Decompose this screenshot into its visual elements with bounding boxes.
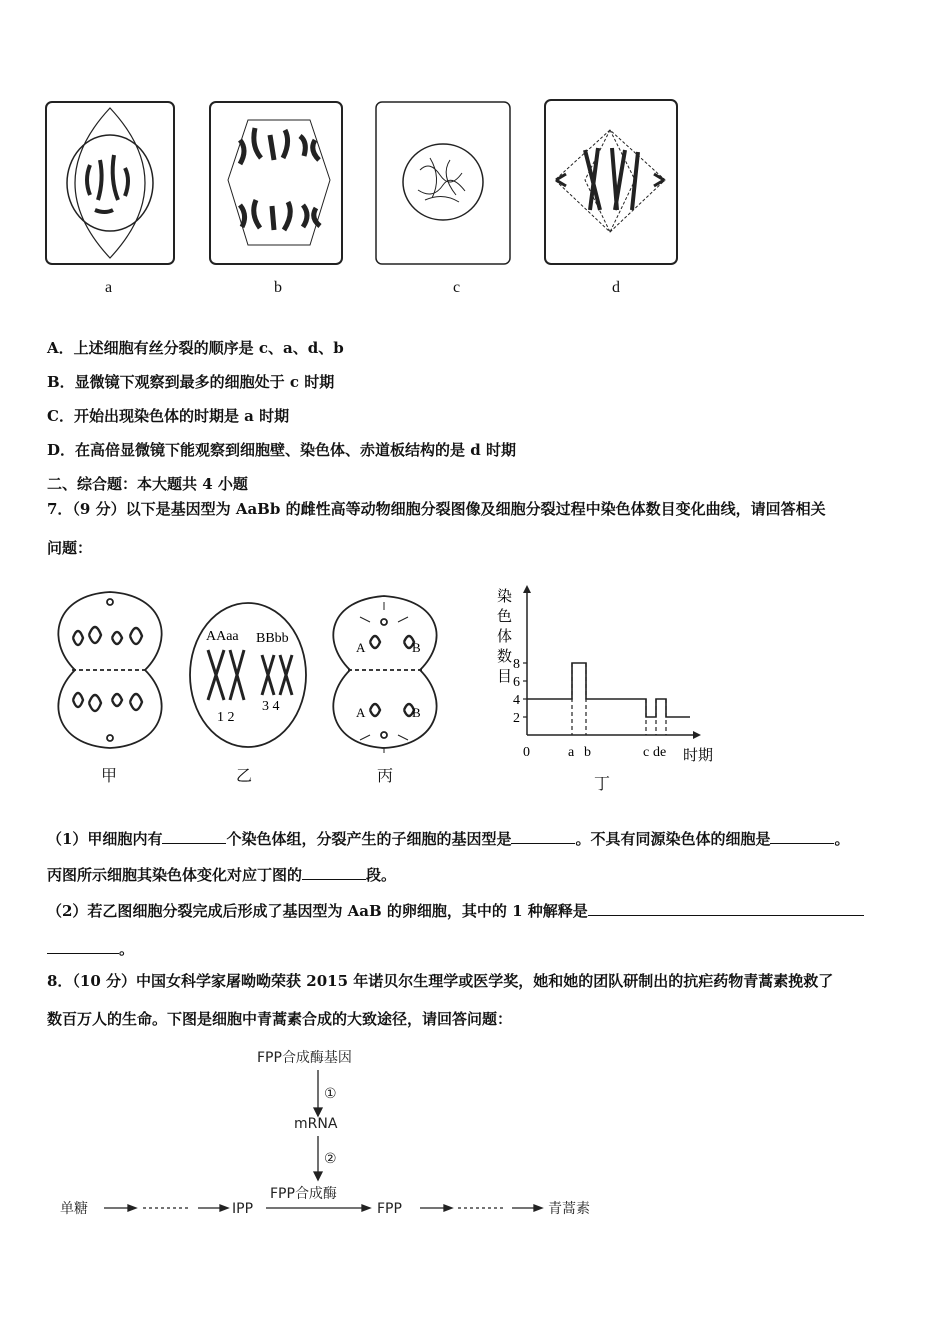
pathway-mrna: mRNA bbox=[294, 1116, 338, 1132]
cell-jia-drawing bbox=[58, 592, 161, 748]
pathway-diagram bbox=[0, 1040, 950, 1240]
q7-sub1-e: 丙图所示细胞其染色体变化对应丁图的 bbox=[47, 866, 303, 884]
cell-c-drawing bbox=[376, 102, 510, 264]
cell-a-drawing bbox=[46, 102, 174, 264]
ding-y-label-char-2: 体 bbox=[497, 627, 513, 645]
cell-label-a: a bbox=[105, 279, 113, 296]
blank-2[interactable] bbox=[511, 828, 575, 844]
ding-xtick-label-1: a bbox=[568, 745, 575, 760]
label-jia: 甲 bbox=[101, 768, 118, 785]
bing-top-a: A bbox=[356, 640, 366, 655]
q8-stem-line1: 8．（10 分）中国女科学家屠呦呦荣获 2015 年诺贝尔生理学或医学奖，她和她的团队研制出的抗疟药物青蒿素挽救了 bbox=[47, 972, 834, 990]
label-yi: 乙 bbox=[236, 768, 253, 785]
blank-4[interactable] bbox=[302, 864, 366, 880]
ding-y-label-char-1: 色 bbox=[497, 607, 513, 625]
q7-sub2-line2 bbox=[47, 938, 134, 959]
bing-bottom-a: A bbox=[356, 705, 366, 720]
pathway-step2: ② bbox=[324, 1151, 337, 1167]
pathway-node-artemisinin: 青蒿素 bbox=[548, 1201, 590, 1217]
cell-d-drawing bbox=[545, 100, 677, 264]
blank-6[interactable] bbox=[47, 938, 119, 954]
yi-top-b: BBbb bbox=[256, 631, 289, 646]
blank-3[interactable] bbox=[770, 828, 834, 844]
q7-sub2-a: （2）若乙图细胞分裂完成后形成了基因型为 AaB 的卵细胞，其中的 1 种解释是 bbox=[47, 902, 588, 920]
ding-xtick-label-4: de bbox=[653, 745, 667, 760]
ding-y-label-char-3: 数 bbox=[497, 647, 513, 665]
q7-sub2-b: 。 bbox=[119, 940, 135, 958]
q7-sub1-line2 bbox=[47, 864, 396, 885]
q7-sub2-line1 bbox=[47, 900, 864, 921]
ding-x-arrow bbox=[693, 731, 701, 739]
yi-bottom-34: 3 4 bbox=[262, 699, 280, 714]
q7-stem-line1: 7．（9 分）以下是基因型为 AaBb 的雌性高等动物细胞分裂图像及细胞分裂过程中染色体数目变化曲线，请回答相关 bbox=[47, 500, 826, 518]
ding-xtick-label-3: c bbox=[643, 745, 650, 760]
option-b: B．显微镜下观察到最多的细胞处于 c 时期 bbox=[47, 373, 335, 391]
q7-figures bbox=[0, 580, 950, 800]
cell-b-drawing bbox=[210, 102, 342, 264]
ding-y-label-char-0: 染 bbox=[497, 587, 513, 605]
label-ding: 丁 bbox=[594, 776, 611, 793]
ding-ytick-label-8: 8 bbox=[513, 657, 520, 672]
q7-sub1-f: 段。 bbox=[366, 866, 397, 884]
cell-yi-drawing bbox=[190, 603, 306, 747]
ding-xtick-label-2: b bbox=[584, 745, 591, 760]
yi-bottom-12: 1 2 bbox=[217, 710, 235, 725]
q7-sub1-c: 。不具有同源染色体的细胞是 bbox=[575, 830, 771, 848]
bing-bottom-b: B bbox=[412, 705, 421, 720]
cell-label-c: c bbox=[453, 279, 461, 296]
pathway-node-ipp: IPP bbox=[232, 1201, 254, 1217]
section-heading: 二、综合题：本大题共 4 小题 bbox=[47, 475, 248, 493]
mitosis-cells-figure bbox=[0, 0, 950, 310]
q7-sub1-a: （1）甲细胞内有 bbox=[47, 830, 163, 848]
cell-bing-drawing bbox=[333, 596, 436, 753]
option-d: D．在高倍显微镜下能观察到细胞壁、染色体、赤道板结构的是 d 时期 bbox=[47, 441, 516, 459]
pathway-node-fpp: FPP bbox=[377, 1201, 402, 1217]
q7-stem-line2: 问题： bbox=[47, 539, 93, 557]
cell-label-d: d bbox=[612, 279, 620, 296]
option-c: C．开始出现染色体的时期是 a 时期 bbox=[47, 407, 290, 425]
ding-y-label-char-4: 目 bbox=[497, 667, 513, 685]
blank-1[interactable] bbox=[162, 828, 226, 844]
label-bing: 丙 bbox=[377, 768, 394, 785]
pathway-node-sugar: 单糖 bbox=[60, 1201, 88, 1217]
ding-ytick-label-6: 6 bbox=[513, 675, 520, 690]
ding-y-arrow bbox=[523, 585, 531, 593]
q8-stem-line2: 数百万人的生命。下图是细胞中青蒿素合成的大致途径，请回答问题： bbox=[47, 1010, 513, 1028]
blank-5[interactable] bbox=[588, 900, 864, 916]
ding-ytick-label-2: 2 bbox=[513, 711, 520, 726]
ding-x-label: 时期 bbox=[683, 746, 714, 764]
ding-chart bbox=[497, 585, 713, 764]
ding-ytick-label-4: 4 bbox=[513, 693, 520, 708]
pathway-step1: ① bbox=[324, 1086, 337, 1102]
pathway-gene: FPP合成酶基因 bbox=[257, 1050, 352, 1066]
yi-top-a: AAaa bbox=[206, 629, 239, 644]
option-a: A．上述细胞有丝分裂的顺序是 c、a、d、b bbox=[47, 339, 344, 357]
q7-sub1-line1 bbox=[47, 828, 850, 849]
pathway-enzyme: FPP合成酶 bbox=[270, 1186, 337, 1202]
cell-label-b: b bbox=[274, 279, 282, 296]
ding-xtick-label-0: 0 bbox=[523, 745, 530, 760]
bing-top-b: B bbox=[412, 640, 421, 655]
q7-sub1-d: 。 bbox=[834, 830, 850, 848]
q7-sub1-b: 个染色体组，分裂产生的子细胞的基因型是 bbox=[226, 830, 512, 848]
